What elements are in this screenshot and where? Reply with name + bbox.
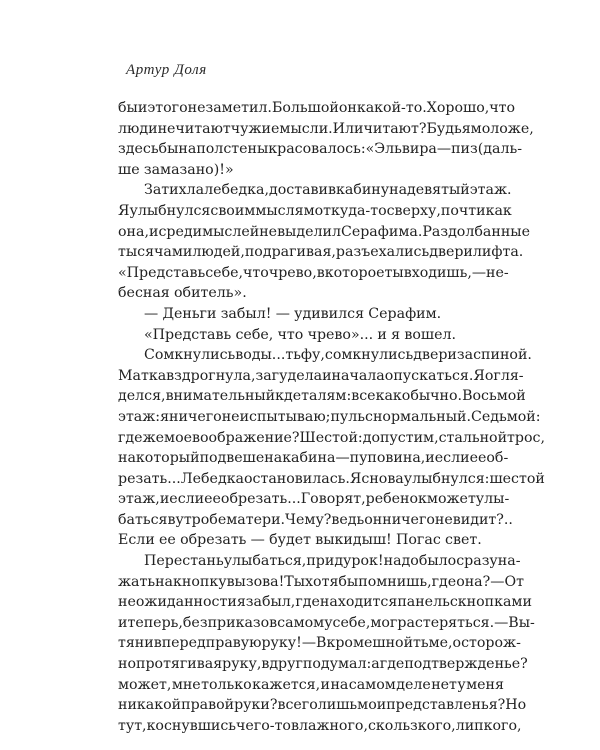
text-line: тысячами людей, подрагивая, разъехались двери лифта. bbox=[118, 244, 524, 261]
text-line: тут, коснувшись чего-то влажного, скользкого, липкого, bbox=[118, 717, 522, 734]
text-line: Перестань улыбаться, придурок! надо было сразу на- bbox=[144, 553, 521, 570]
text-line: этаж: я ничего не испытываю; пульс нормальный. Седьмой: bbox=[118, 408, 541, 425]
text-line: — Деньги забыл! — удивился Серафим. bbox=[144, 305, 442, 322]
text-line: Если ее обрезать — будет выкидыш! Погас свет. bbox=[118, 532, 482, 549]
text-line: Сомкнулись воды... тьфу, сомкнулись двери за спиной. bbox=[144, 347, 532, 364]
text-line: Затихла лебедка, доставив кабину на девятый этаж. bbox=[144, 182, 512, 199]
text-line: на который подвешена кабина — пуповина, и если ее об- bbox=[118, 450, 509, 467]
text-line: неожиданности я забыл, где находится панель с кнопками bbox=[118, 594, 532, 611]
text-line: «Представь себе, что чрево, в которое ты входишь, — не- bbox=[118, 264, 509, 281]
text-line: она, и среди мыслей не выделил Серафима. Раздолбанные bbox=[118, 223, 530, 240]
text-line: здесь бы на полстены красовалось: «Эльвира — пиз (даль- bbox=[118, 141, 522, 158]
body-text bbox=[118, 98, 545, 736]
text-line: никакой правой руки? всего лишь мои представленья? Но bbox=[118, 697, 527, 714]
text-line: делся, внимательный к деталям: все как обычно. Восьмой bbox=[118, 388, 526, 405]
text-line: тяни вперед правую руку! — В кромешной тьме, осторож- bbox=[118, 635, 521, 652]
text-line: бы и этого не заметил. Большой он какой-то. Хорошо, что bbox=[118, 100, 516, 116]
text-line: может, мне только кажется, и на самом деле нет у меня bbox=[118, 676, 504, 693]
text-line: где же мое воображение? Шестой: допустим, стальной трос, bbox=[118, 429, 545, 446]
text-line: баться в утробе матери. Чему? ведь он ничего не видит?.. bbox=[118, 511, 513, 528]
text-line: Я улыбнулся своим мыслям откуда-то сверху, почти как bbox=[118, 202, 512, 219]
text-line: но протягивая руку, вдруг подумал: а где подтвержденье? bbox=[118, 656, 528, 673]
text-line: Матка вздрогнула, загудела и начала опускаться. Я огля- bbox=[118, 367, 524, 384]
text-line: люди не читают чужие мысли. Или читают? Будь я моложе, bbox=[118, 120, 534, 137]
text-line: бесная обитель». bbox=[118, 285, 247, 302]
running-head: Артур Доля bbox=[126, 62, 207, 78]
text-line: этаж, и если ее обрезать... Говорят, ребенок может улы- bbox=[118, 491, 510, 508]
text-line: «Представь себе, что чрево»... и я вошел. bbox=[144, 326, 456, 343]
text-line: жать на кнопку вызова! Ты хотя бы помнишь, где она? — От bbox=[118, 573, 524, 590]
text-line: ше замазано)!» bbox=[118, 161, 234, 178]
text-line: и теперь, без приказов самому себе, мог растеряться. — Вы- bbox=[118, 614, 535, 631]
text-line: резать... Лебедка остановилась. Я снова улыбнулся: шестой bbox=[118, 470, 545, 487]
